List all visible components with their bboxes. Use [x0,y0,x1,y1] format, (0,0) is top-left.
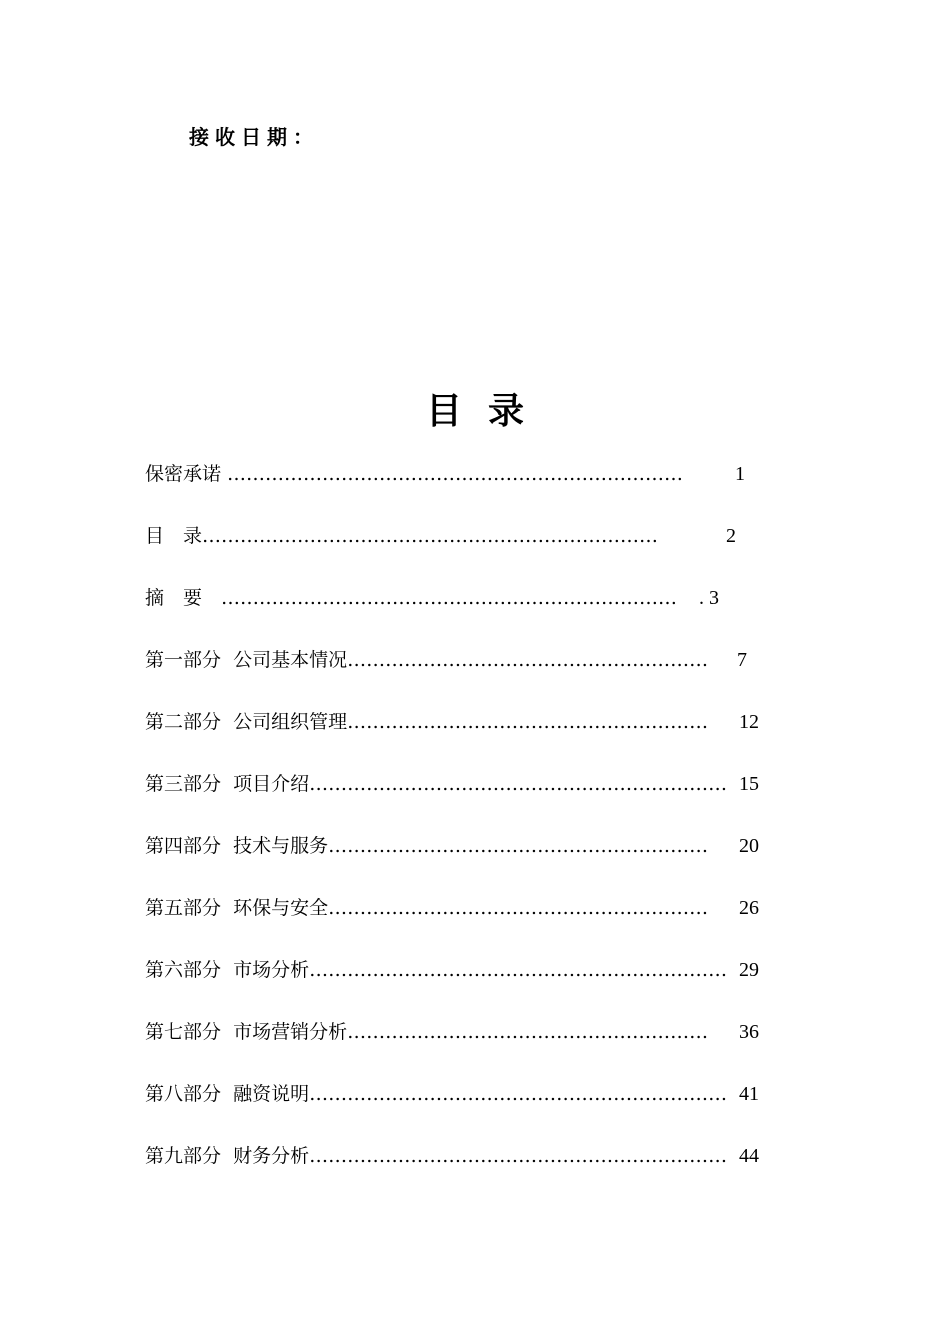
toc-entry-summary [145,584,719,612]
toc-page-number: 29 [739,959,759,981]
toc-page-number: 7 [737,649,747,671]
toc-entry-part-8 [145,1080,759,1108]
toc-page-number: 36 [739,1021,759,1043]
toc-page-number: 2 [726,525,736,547]
toc-entry-part-2 [145,708,759,736]
toc-entry-part-3 [145,770,759,798]
toc-entry-part-6 [145,956,759,984]
toc-page-number: . 3 [699,587,719,609]
toc-dot-leader: ……………………………………………………………… [202,525,659,547]
toc-dot-leader: ……………………………………………………………… [221,587,678,609]
toc-dot-leader: ………………………………………………………… [309,1145,728,1167]
toc-entry-part-9 [145,1142,759,1170]
toc-entry-part-5 [145,894,759,922]
toc-entry-label: 第二部分 公司组织管理 [145,711,348,733]
toc-entry-part-1 [145,646,747,674]
toc-title: 目录 [425,391,550,432]
toc-page-number: 20 [739,835,759,857]
toc-dot-leader: ………………………………………………… [347,649,709,671]
toc-entry-label: 第五部分 环保与安全 [145,897,329,919]
toc-entry-label: 第三部分 项目介绍 [145,773,310,795]
toc-entry-contents [145,522,736,550]
toc-entry-label: 第九部分 财务分析 [145,1145,310,1167]
toc-dot-leader: ………………………………………………… [347,711,709,733]
toc-dot-leader: ………………………………………………………… [309,773,728,795]
toc-dot-leader: …………………………………………………… [328,835,709,857]
toc-dot-leader: ……………………………………………………………… [227,463,684,485]
toc-entry-label: 第六部分 市场分析 [145,959,310,981]
toc-page-number: 41 [739,1083,759,1105]
toc-entry-confidentiality [145,460,745,488]
toc-page-number: 12 [739,711,759,733]
toc-entry-part-4 [145,832,759,860]
toc-dot-leader: ………………………………………………………… [309,1083,728,1105]
toc-entry-part-7 [145,1018,759,1046]
toc-entry-label: 目 录 [145,525,203,547]
toc-dot-leader: ………………………………………………………… [309,959,728,981]
toc-page-number: 44 [739,1145,759,1167]
toc-dot-leader: ………………………………………………… [347,1021,709,1043]
toc-page-number: 1 [735,463,745,485]
toc-dot-leader: …………………………………………………… [328,897,709,919]
toc-entry-label: 摘 要 [145,587,222,609]
toc-entry-label: 保密承诺 [145,463,228,485]
toc-entry-label: 第四部分 技术与服务 [145,835,329,857]
toc-entry-label: 第七部分 市场营销分析 [145,1021,348,1043]
toc-page-number: 26 [739,897,759,919]
toc-entry-label: 第八部分 融资说明 [145,1083,310,1105]
toc-entry-label: 第一部分 公司基本情况 [145,649,348,671]
toc-page-number: 15 [739,773,759,795]
receive-date-label: 接收日期： [189,125,319,149]
